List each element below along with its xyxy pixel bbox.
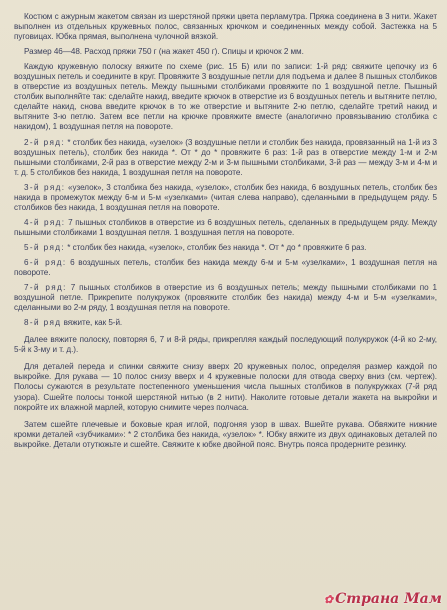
row-6-paragraph <box>14 258 437 278</box>
row-2-label: 2-й ряд: <box>24 137 66 147</box>
watermark-text: Страна Мам <box>335 591 442 607</box>
row-5-paragraph <box>14 243 437 253</box>
row-8-text: вяжите, как 5-й. <box>61 318 123 328</box>
row-7-text: 7 пышных столбиков в отверстие из 6 воздушных петель; между пышными столбиками по 1 воздушной петле. Прикрепите полукружок (провяжите столбик без накида) между 4-м и 5-м «узелками», сделанными во 2-м ряду, 1 воздушная петля на повороте. <box>14 283 437 313</box>
row-7-label: 7-й ряд: <box>24 283 67 293</box>
row-5-label: 5-й ряд: <box>24 242 66 252</box>
row-5-text: * столбик без накида, «узелок», столбик без накида *. От * до * провяжите 6 раз. <box>65 242 367 252</box>
row-6-text: 6 воздушных петель, столбик без накида между 6-м и 5-м «узелками», 1 воздушная петля на повороте. <box>14 257 437 278</box>
row-3-paragraph <box>14 183 437 213</box>
row-4-label: 4-й ряд: <box>24 217 66 227</box>
row-3-text: «узелок», 3 столбика без накида, «узелок», столбик без накида, 6 воздушных петель, столбик без накида в промежуток между 6-м и 5-м «узелками» (читая слева направо), сделанными в предыдущем ряду. 5 столбиков без накида, 1 воздушная петля на повороте. <box>14 182 437 212</box>
watermark-logo <box>324 591 442 607</box>
star-icon: ✿ <box>323 592 334 606</box>
finish-paragraph: Затем сшейте плечевые и боковые края иглой, подгоняя узор в швах. Вшейте рукава. Обвяжите нижние кромки деталей «зубчиками»: * 2 столбика без накида, «узелок» *. Юбку вяжите из двух одинаковых деталей по выкройке. Детали отутюжьте и сшейте. Свяжите к юбке двойной пояс. Внутрь пояса продерните резинку. <box>14 419 437 449</box>
row-4-text: 7 пышных столбиков в отверстие из 6 воздушных петель, сделанных в предыдущем ряду. Между пышными столбиками 1 воздушная петля. 1 воздушная петля на повороте. <box>14 217 437 237</box>
strip-instructions: Каждую кружевную полоску вяжите по схеме (рис. 15 Б) или по записи: 1-й ряд: свяжите цепочку из 6 воздушных петель и соедините в круг. Провяжите 3 воздушные петли для подъема и далее 8 пышных столбиков в отверстие из воздушных петель. Между пышными столбиками провяжите по 1 воздушной петле. Пышный столбик выполняйте так: сделайте накид, введите крючок в отверстие из 6 воздушных петель и вытяните петлю, сделайте накид, снова введите крючок в то же отверстие и вытяните 2-ю петлю, сделайте третий накид и вытяните 3-ю петлю. Затем все петли на крючке провяжите вместе (аналогично провязыванию столбика с накидом), 1 воздушная петля на повороте. <box>14 62 437 132</box>
article-body <box>14 12 437 450</box>
row-4-paragraph <box>14 218 437 238</box>
further-paragraph: Далее вяжите полоску, повторяя 6, 7 и 8-й ряды, прикрепляя каждый последующий полукружок (4-й ко 2-му, 5-й к 3-му и т. д.). <box>14 335 437 355</box>
row-8-paragraph <box>14 318 437 328</box>
details-paragraph: Для деталей переда и спинки свяжите снизу вверх 20 кружевных полос, определяя размер каждой по выкройке. Для рукава — 10 полос снизу вверх и 4 кружевные полоски для отвода сверху вниз (см. чертеж). Полосы сужаются в результате постепенного уменьшения числа пышных столбиков в полукружках (7-й ряд узора). Сшейте полосы тонкой шерстяной нитью (в 2 нити). Наколите готовые детали жакета на выкройки и покройте их влажной марлей, которую снимите через полчаса. <box>14 362 437 412</box>
row-2-paragraph <box>14 138 437 178</box>
size-paragraph: Размер 46—48. Расход пряжи 750 г (на жакет 450 г). Спицы и крючок 2 мм. <box>24 47 304 57</box>
row-7-paragraph <box>14 283 437 313</box>
row-6-label: 6-й ряд: <box>24 257 67 267</box>
row-2-text: * столбик без накида, «узелок» (3 воздушные петли и столбик без накида, провязанный на 1-й из 3 воздушных петель), столбик без накида *. От * до * провяжите 6 раз: 1-й раз в отверстие между 1-м и 2-м пышными столбиками, 2-й раз в отверстие между 2-м и 3-м пышными столбиками, 3-й раз — между 3-м и 4-м и т. д. 5 столбиков без накида, 1 воздушная петля на повороте. <box>14 137 438 177</box>
intro-paragraph: Костюм с ажурным жакетом связан из шерстяной пряжи цвета перламутра. Пряжа соединена в 3 нити. Жакет выполнен из отдельных кружевных полос, связанных крючком и соединенных между собой. Застежка на 5 пуговицах. Юбка прямая, выполнена чулочной вязкой. <box>14 12 437 42</box>
row-3-label: 3-й ряд: <box>24 182 66 192</box>
row-8-label: 8-й ряд <box>24 318 62 328</box>
